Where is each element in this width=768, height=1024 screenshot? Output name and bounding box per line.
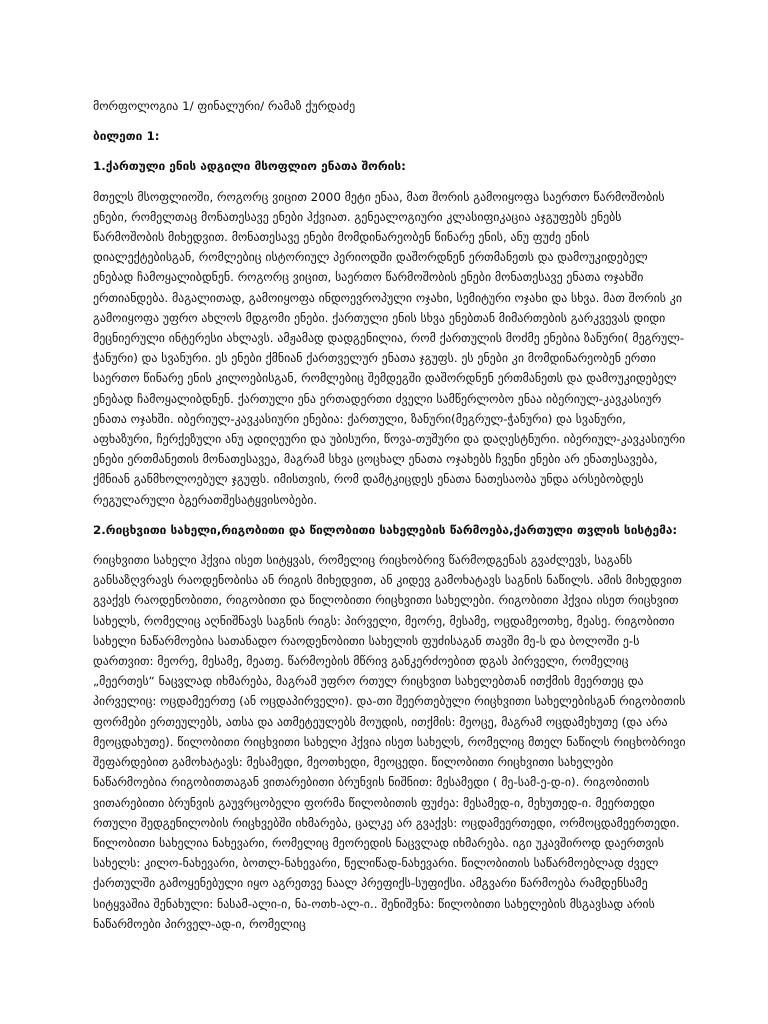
- section-heading: 2.რიცხვითი სახელი,რიგობითი და წილობითი სახელების წარმოება,ქართული თვლის სისტემა:: [93, 522, 678, 537]
- section-paragraph: მთელს მსოფლიოში, როგორც ვიცით 2000 მეტი ენაა, მათ შორის გამოიყოფა საერთო წარმოშობის ენები, რომელთაც მონათესავე ენები ჰქვიათ. გენეალოგიური კლასიფიკაცია აჯგუფებს ენებს წარმოშობის მიხედვით. მონათესავე ენები მომდინარეობენ წინარე ენის, ანუ ფუძე ენის დიალექტებისგან, რომლებიც ისტორიულ პერიოდში დაშორდნენ ერთმანეთს და დამოუკიდებელ ენებად ჩამოყალიბდნენ. როგორც ვიცით, საერთო წარმოშობის ენები მონათესავე ენათა ოჯახში ერთიანდება. მაგალითად, გამოიყოფა ინდოევროპული ოჯახი, სემიტური ოჯახი და სხვა. მათ შორის კი გამოიყოფა უფრო ახლოს მდგომი ენები. ქართული ენის სხვა ენებთან მიმართების გარკვევას დიდი მეცნიერული ინტერესი ახლავს. ამჟამად დადგენილია, რომ ქართულის მოძმე ენებია ზანური( მეგრულ-ჭანური) და სვანური. ეს ენები ქმნიან ქართველურ ენათა ჯგუფს. ეს ენები კი მომდინარეობენ ერთი საერთო წინარე ენის კილოებისგან, რომლებიც შემდეგში დაშორდნენ ერთმანეთს და დამოუკიდებელ ენებად ჩამოყალიბდნენ. ქართული ენა ერთადერთი ძველი სამწერლობო ენაა იბერიულ-კავკასიურ ენათა ოჯახში. იბერიულ-კავკასიური ენებია: ქართული, ზანური(მეგრულ-ჭანური) და სვანური, აფხაზური, ჩერქეზული ანუ ადიღეური და უბისური, წოვა-თუშური და დაღესტნური. იბერიულ-კავკასიური ენები ერთმანეთის მონათესავეა, მაგრამ სხვა ცოცხალ ენათა ოჯახებს ჩვენი ენები არ ენათესავება, ქმნიან განმხოლოებულ ჯგუფს. იმისთვის, რომ დამტკიცდეს ენათა ნათესაობა უნდა არსებობდეს რეგულარული ბგერათშესატყვისობები.: [93, 189, 686, 507]
- section-paragraph: რიცხვითი სახელი ჰქვია ისეთ სიტყვას, რომელიც რიცხობრივ წარმოდგენას გვაძლევს, საგანს განსაზღვრავს რაოდენობისა ან რიგის მიხედვით, ან კიდევ გამოხატავს საგნის ნაწილს. ამის მიხედვით გვაქვს რაოდენობითი, რიგობითი და წილობითი რიცხვითი სახელები. რიგობითი ჰქვია ისეთ რიცხვით სახელს, რომელიც აღნიშნავს საგნის რიგს: პირველი, მეორე, მესამე, ოცდამეოთხე, მეასე. რიგობითი სახელი ნაწარმოებია სათანადო რაოდენობითი სახელის ფუძისაგან თავში მე-ს და ბოლოში ე-ს დართვით: მეორე, მესამე, მეათე. წარმოების მწრივ განკერძოებით დგას პირველი, რომელიც „მეერთეს“ ნაცვლად იხმარება, მაგრამ უფრო რთულ რიცხვით სახელებთან ითქმის მეერთეც და პირველიც: ოცდამეერთე (ან ოცდაპირველი). და-თი შეერთებული რიცხვითი სახელებისგან რიგობითის ფორმები ერთეულებს, ათსა და ათმეტეულებს მოუდის, ითქმის: მეოცე, მაგრამ ოცდამეხუთე (და არა მეოცდახუთე). წილობითი რიცხვითი სახელი ჰქვია ისეთ სახელს, რომელიც მთელ ნაწილს რიცხობრივი შეფარდებით გამოხატავს: მესამედი, მეოთხედი, მეოცედი. წილობითი რიცხვითი სახელები ნაწარმოებია რიგობითთაგან ვითარებითი ბრუნვის ნიშნით: მესამედი ( მე-სამ-ე-დ-ი). რიგობითის ვითარებითი ბრუნვის გაუვრცობელი ფორმა წილობითის ფუძეა: მესამედ-ი, მეხუთედ-ი. მეერთედი რთული შედგენილობის რიცხვებში იხმარება, ცალკე არ გვაქვს: ოცდამეერთედი, ორმოცდამეერთედი. წილობითი სახელია ნახევარი, რომელიც მეორედის ნაცვლად იხმარება. იგი უკავშიროდ დაერთვის სახელს: კილო-ნახევარი, ბოთლ-ნახევარი, წელიწად-ნახევარი. წილობითის საწარმოებლად ძველ ქართულში გამოყენებული იყო აგრეთვე ნაალ პრეფიქს-სუფიქსი. ამგვარი წარმოება რამდენსამე სიტყვაშია შენახული: ნასამ-ალი-ი, ნა-ოთხ-ალ-ი.. შენიშვნა: წილობითი სახელების მსგავსად არის ნაწარმოები პირველ-ად-ი, რომელიც: [93, 553, 686, 931]
- document-title: მორფოლოგია 1/ ფინალური/ რამაზ ქურდაძე: [93, 99, 356, 113]
- ticket-label: ბილეთი 1:: [93, 129, 160, 144]
- section-heading: 1.ქართული ენის ადგილი მსოფლიო ენათა შორის:: [93, 159, 406, 174]
